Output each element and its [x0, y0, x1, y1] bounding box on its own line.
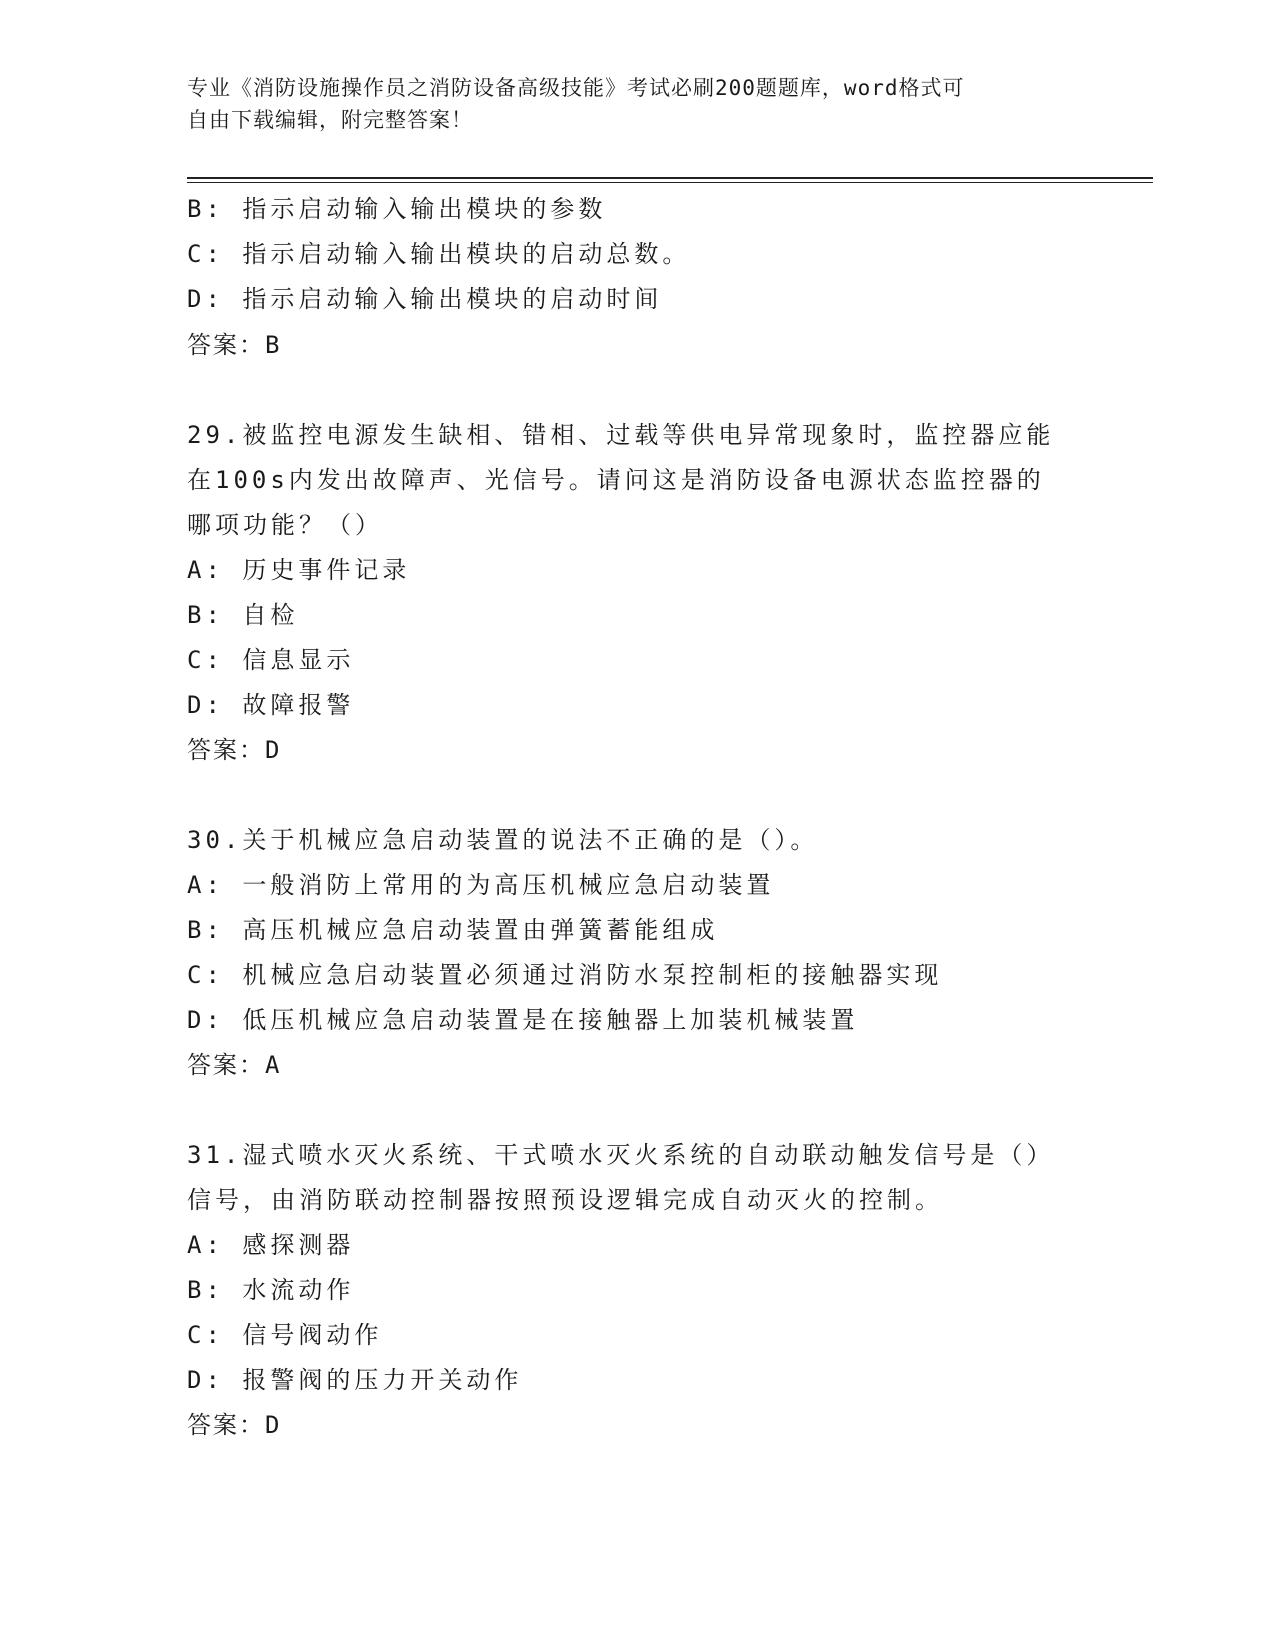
q31-option-d: D: 报警阀的压力开关动作	[187, 1366, 523, 1394]
q29-stem-line-2: 在100s内发出故障声、光信号。请问这是消防设备电源状态监控器的	[187, 466, 1045, 494]
q31-stem-line-1: 31.湿式喷水灭火系统、干式喷水灭火系统的自动联动触发信号是（）	[187, 1141, 1055, 1169]
q29-option-c: C: 信息显示	[187, 646, 355, 674]
page-header	[187, 72, 1067, 136]
header-line-2: 自由下载编辑，附完整答案！	[187, 108, 473, 132]
q28-option-c: C: 指示启动输入输出模块的启动总数。	[187, 240, 691, 268]
q29-option-b: B: 自检	[187, 601, 299, 629]
q30-answer: 答案：A	[187, 1051, 282, 1079]
q31-option-b: B: 水流动作	[187, 1276, 355, 1304]
q28-option-d: D: 指示启动输入输出模块的启动时间	[187, 285, 663, 313]
header-divider-thin	[187, 182, 1153, 183]
q30-stem-line-1: 30.关于机械应急启动装置的说法不正确的是（）。	[187, 826, 819, 854]
q30-option-c: C: 机械应急启动装置必须通过消防水泵控制柜的接触器实现	[187, 961, 943, 989]
q31-stem-line-2: 信号，由消防联动控制器按照预设逻辑完成自动灭火的控制。	[187, 1186, 943, 1214]
q29-option-a: A: 历史事件记录	[187, 556, 411, 584]
q29-option-d: D: 故障报警	[187, 691, 355, 719]
q30-option-d: D: 低压机械应急启动装置是在接触器上加装机械装置	[187, 1006, 859, 1034]
q28-option-b: B: 指示启动输入输出模块的参数	[187, 195, 607, 223]
q29-stem-line-1: 29.被监控电源发生缺相、错相、过载等供电异常现象时，监控器应能	[187, 421, 1055, 449]
q31-answer: 答案：D	[187, 1411, 282, 1439]
q28-answer: 答案：B	[187, 331, 282, 359]
q30-option-b: B: 高压机械应急启动装置由弹簧蓄能组成	[187, 916, 719, 944]
q29-answer: 答案：D	[187, 736, 282, 764]
q31-option-c: C: 信号阀动作	[187, 1321, 383, 1349]
header-line-1: 专业《消防设施操作员之消防设备高级技能》考试必刷200题题库，word格式可	[187, 76, 965, 100]
q30-option-a: A: 一般消防上常用的为高压机械应急启动装置	[187, 871, 775, 899]
q29-stem-line-3: 哪项功能？（）	[187, 511, 383, 539]
q31-option-a: A: 感探测器	[187, 1231, 355, 1259]
header-divider	[187, 177, 1153, 179]
